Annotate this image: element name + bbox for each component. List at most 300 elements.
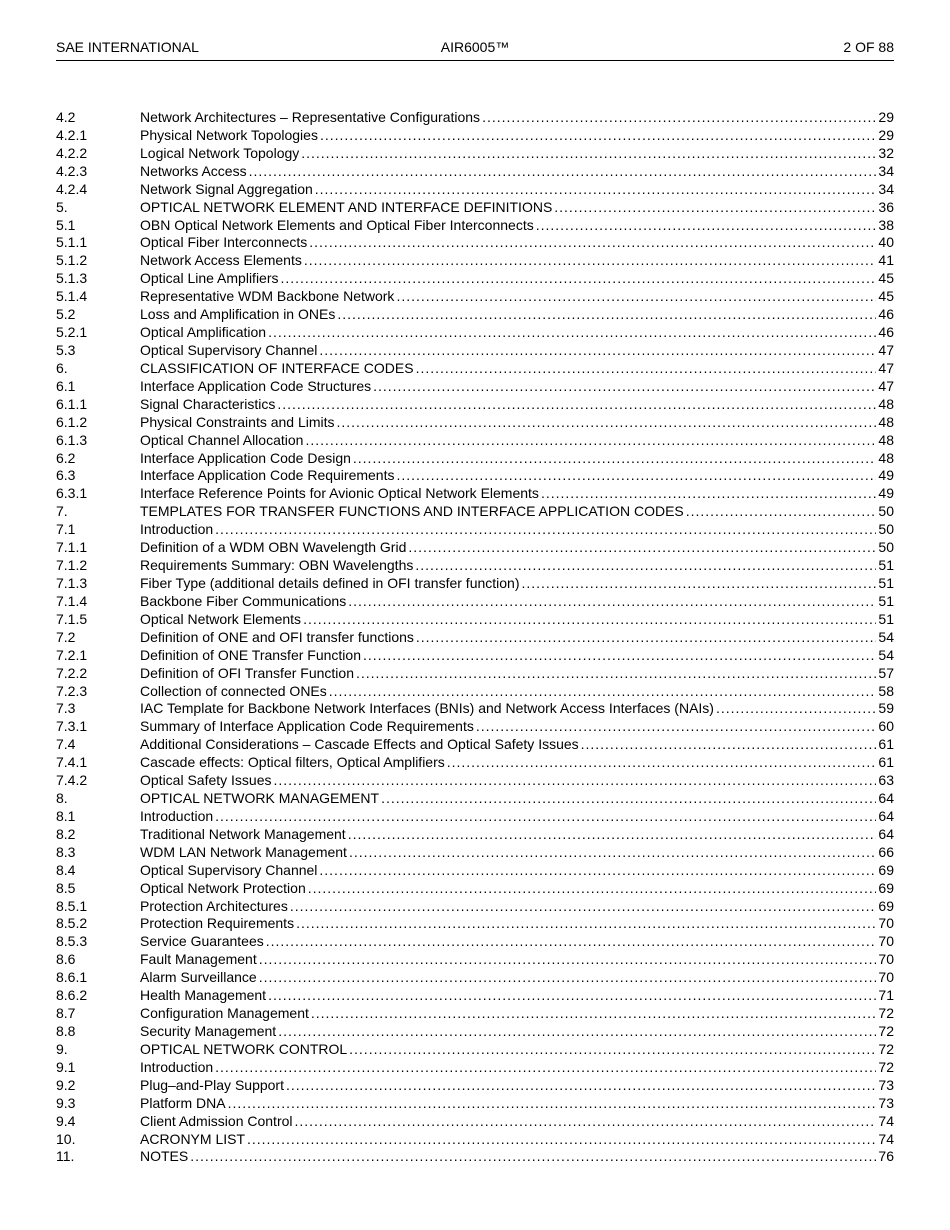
toc-section-number: 7.1.3 [56,574,88,591]
toc-page-number: 59 [878,700,894,717]
toc-entry[interactable] [56,915,894,933]
toc-section-title: TEMPLATES FOR TRANSFER FUNCTIONS AND INTERFACE APPLICATION CODES [140,503,684,520]
toc-dot-leader [319,862,876,880]
toc-dot-leader [249,163,877,181]
toc-section-number: 7.2.3 [56,682,88,699]
toc-section-title: Cascade effects: Optical filters, Optical Amplifiers [140,754,445,771]
toc-page-number: 47 [878,359,894,376]
toc-section-title: Introduction [140,1058,214,1075]
toc-section-title: Representative WDM Backbone Network [140,288,395,305]
toc-section-number: 7.4 [56,736,76,753]
toc-dot-leader [476,718,877,736]
toc-dot-leader [320,127,876,145]
table-of-contents [56,109,894,1166]
toc-section-number: 8.6 [56,951,76,968]
toc-entry[interactable] [56,109,894,127]
toc-section-title: Optical Supervisory Channel [140,861,318,878]
toc-entry[interactable] [56,718,894,736]
toc-entry[interactable] [56,736,894,754]
toc-page-number: 40 [878,234,894,251]
toc-section-number: 8.2 [56,825,76,842]
toc-section-title: Optical Channel Allocation [140,431,304,448]
toc-section-number: 4.2.1 [56,126,88,143]
toc-dot-leader [356,665,876,683]
toc-entry[interactable] [56,467,894,485]
toc-section-title: ACRONYM LIST [140,1130,246,1147]
toc-section-title: OPTICAL NETWORK ELEMENT AND INTERFACE DEFINITIONS [140,198,553,215]
toc-entry[interactable] [56,1077,894,1095]
toc-section-title: Optical Fiber Interconnects [140,234,308,251]
toc-section-title: Plug–and-Play Support [140,1076,284,1093]
toc-dot-leader [190,1148,876,1166]
toc-entry[interactable] [56,270,894,288]
toc-section-title: WDM LAN Network Management [140,843,347,860]
toc-dot-leader [396,288,876,306]
toc-dot-leader [416,629,877,647]
toc-dot-leader [295,1113,877,1131]
toc-dot-leader [319,342,876,360]
toc-section-title: Backbone Fiber Communications [140,592,347,609]
toc-entry[interactable] [56,951,894,969]
toc-dot-leader [266,933,877,951]
toc-dot-leader [408,539,876,557]
toc-section-title: Definition of OFI Transfer Function [140,664,354,681]
toc-section-number: 8.6.2 [56,987,88,1004]
toc-dot-leader [268,987,876,1005]
toc-entry[interactable] [56,288,894,306]
toc-dot-leader [286,1077,876,1095]
toc-page-number: 70 [878,933,894,950]
toc-entry[interactable] [56,826,894,844]
toc-page-number: 69 [878,861,894,878]
toc-section-title: Networks Access [140,162,247,179]
toc-section-title: Physical Network Topologies [140,126,318,143]
toc-dot-leader [215,1059,876,1077]
toc-entry[interactable] [56,217,894,235]
toc-page-number: 34 [878,180,894,197]
toc-page-number: 64 [878,807,894,824]
toc-section-title: Definition of ONE Transfer Function [140,646,361,663]
toc-entry[interactable] [56,163,894,181]
toc-page-number: 61 [878,736,894,753]
toc-section-number: 7.1.5 [56,610,88,627]
toc-dot-leader [215,521,876,539]
toc-dot-leader [381,790,876,808]
toc-entry[interactable] [56,683,894,701]
toc-entry[interactable] [56,933,894,951]
header-document-id: AIR6005™ [440,39,510,55]
toc-section-title: Interface Application Code Structures [140,377,372,394]
toc-entry[interactable] [56,234,894,252]
toc-dot-leader [303,611,876,629]
toc-dot-leader [281,270,877,288]
toc-page-number: 29 [878,126,894,143]
toc-entry[interactable] [56,557,894,575]
toc-dot-leader [329,683,877,701]
toc-page-number: 61 [878,754,894,771]
toc-page-number: 71 [878,987,894,1004]
toc-entry[interactable] [56,145,894,163]
toc-entry[interactable] [56,629,894,647]
toc-page-number: 57 [878,664,894,681]
toc-dot-leader [686,503,877,521]
toc-section-number: 7.1.2 [56,557,88,574]
toc-entry[interactable] [56,754,894,772]
toc-section-title: Signal Characteristics [140,395,276,412]
toc-section-number: 8.1 [56,807,76,824]
toc-section-title: Network Access Elements [140,252,302,269]
toc-section-number: 11. [56,1148,75,1165]
toc-entry[interactable] [56,1113,894,1131]
toc-section-title: Protection Requirements [140,915,295,932]
toc-section-title: Optical Network Elements [140,610,302,627]
toc-section-number: 5.1.3 [56,270,88,287]
toc-entry[interactable] [56,181,894,199]
toc-section-title: Alarm Surveillance [140,969,257,986]
toc-section-number: 9.3 [56,1094,76,1111]
toc-entry[interactable] [56,199,894,217]
toc-dot-leader [268,324,876,342]
toc-section-title: Physical Constraints and Limits [140,413,335,430]
toc-section-number: 5.1.2 [56,252,88,269]
toc-section-number: 7.3.1 [56,718,88,735]
toc-section-number: 6. [56,359,68,376]
toc-dot-leader [716,700,876,718]
toc-section-number: 5.1.4 [56,288,88,305]
toc-page-number: 60 [878,718,894,735]
toc-entry[interactable] [56,324,894,342]
toc-section-title: Client Admission Control [140,1112,293,1129]
toc-page-number: 34 [878,162,894,179]
toc-section-number: 9.2 [56,1076,76,1093]
toc-section-number: 8.7 [56,1005,76,1022]
toc-entry[interactable] [56,378,894,396]
toc-page-number: 46 [878,324,894,341]
toc-page-number: 72 [878,1040,894,1057]
toc-dot-leader [305,432,876,450]
toc-dot-leader [315,181,877,199]
toc-section-number: 5.1.1 [56,234,88,251]
toc-page-number: 73 [878,1076,894,1093]
toc-page-number: 72 [878,1005,894,1022]
toc-page-number: 69 [878,879,894,896]
toc-dot-leader [349,844,876,862]
toc-dot-leader [348,593,876,611]
toc-entry[interactable] [56,790,894,808]
toc-page-number: 58 [878,682,894,699]
toc-section-number: 7.4.2 [56,772,88,789]
toc-section-number: 9.1 [56,1058,76,1075]
toc-entry[interactable] [56,880,894,898]
toc-dot-leader [482,109,876,127]
toc-entry[interactable] [56,1059,894,1077]
toc-page-number: 63 [878,772,894,789]
toc-dot-leader [447,754,877,772]
toc-section-title: CLASSIFICATION OF INTERFACE CODES [140,359,414,376]
toc-section-number: 7.4.1 [56,754,88,771]
toc-section-number: 8.5.3 [56,933,88,950]
toc-entry[interactable] [56,342,894,360]
toc-entry[interactable] [56,611,894,629]
toc-entry[interactable] [56,306,894,324]
toc-dot-leader [277,396,876,414]
toc-section-title: Optical Line Amplifiers [140,270,279,287]
toc-entry[interactable] [56,808,894,826]
toc-section-number: 7.1.4 [56,592,88,609]
toc-section-title: Fault Management [140,951,257,968]
toc-section-number: 8.4 [56,861,76,878]
toc-section-number: 8.8 [56,1023,76,1040]
toc-section-title: Network Architectures – Representative Configurations [140,109,481,125]
toc-section-number: 4.2.4 [56,180,88,197]
toc-entry[interactable] [56,450,894,468]
toc-dot-leader [259,951,877,969]
toc-section-title: Definition of a WDM OBN Wavelength Grid [140,539,407,556]
toc-section-number: 8.5 [56,879,76,896]
toc-dot-leader [349,1041,876,1059]
toc-dot-leader [228,1095,877,1113]
toc-section-title: OPTICAL NETWORK CONTROL [140,1040,348,1057]
toc-section-title: Definition of ONE and OFI transfer functions [140,628,414,645]
toc-section-number: 8. [56,790,68,807]
toc-section-title: Optical Safety Issues [140,772,272,789]
toc-page-number: 41 [878,252,894,269]
toc-dot-leader [296,915,876,933]
toc-section-number: 9.4 [56,1112,76,1129]
toc-section-title: OPTICAL NETWORK MANAGEMENT [140,790,380,807]
toc-dot-leader [247,1131,876,1149]
toc-entry[interactable] [56,252,894,270]
toc-section-title: Optical Amplification [140,324,267,341]
toc-page-number: 70 [878,915,894,932]
toc-page-number: 48 [878,431,894,448]
toc-page-number: 72 [878,1058,894,1075]
toc-page-number: 64 [878,790,894,807]
toc-page-number: 45 [878,288,894,305]
toc-section-number: 8.3 [56,843,76,860]
toc-entry[interactable] [56,396,894,414]
toc-section-title: Platform DNA [140,1094,226,1111]
toc-page-number: 51 [878,574,894,591]
toc-entry[interactable] [56,700,894,718]
toc-page-number: 54 [878,646,894,663]
toc-section-number: 6.3 [56,467,76,484]
toc-dot-leader [415,557,876,575]
toc-dot-leader [373,378,876,396]
toc-page-number: 74 [878,1112,894,1129]
toc-dot-leader [554,199,876,217]
toc-entry[interactable] [56,647,894,665]
toc-section-number: 4.2.3 [56,162,88,179]
toc-entry[interactable] [56,844,894,862]
toc-section-title: Network Signal Aggregation [140,180,313,197]
toc-entry[interactable] [56,1023,894,1041]
toc-entry[interactable] [56,1095,894,1113]
toc-section-title: Configuration Management [140,1005,309,1022]
toc-dot-leader [541,485,876,503]
toc-page-number: 49 [878,467,894,484]
toc-section-title: NOTES [140,1148,189,1165]
toc-page-number: 29 [878,109,894,125]
toc-entry[interactable] [56,987,894,1005]
toc-page-number: 47 [878,377,894,394]
toc-page-number: 76 [878,1148,894,1165]
toc-dot-leader [215,808,876,826]
toc-section-title: Traditional Network Management [140,825,346,842]
toc-page-number: 48 [878,413,894,430]
toc-entry[interactable] [56,1005,894,1023]
toc-section-number: 5. [56,198,68,215]
header-organization: SAE INTERNATIONAL [56,39,199,55]
toc-page-number: 70 [878,969,894,986]
toc-page-number: 72 [878,1023,894,1040]
toc-entry[interactable] [56,521,894,539]
toc-page-number: 66 [878,843,894,860]
toc-dot-leader [308,880,877,898]
toc-dot-leader [290,898,877,916]
toc-entry[interactable] [56,503,894,521]
toc-dot-leader [581,736,877,754]
toc-page-number: 51 [878,592,894,609]
toc-section-title: Interface Reference Points for Avionic Optical Network Elements [140,485,539,502]
toc-section-title: Interface Application Code Requirements [140,467,395,484]
page-header [56,38,894,61]
toc-page-number: 70 [878,951,894,968]
toc-entry[interactable] [56,1148,894,1166]
toc-section-number: 9. [56,1040,68,1057]
toc-section-number: 6.3.1 [56,485,88,502]
toc-page-number: 74 [878,1130,894,1147]
toc-section-number: 8.6.1 [56,969,88,986]
toc-dot-leader [522,575,877,593]
toc-section-number: 5.3 [56,341,76,358]
toc-section-number: 7.1 [56,521,76,538]
toc-dot-leader [353,450,877,468]
toc-section-title: Requirements Summary: OBN Wavelengths [140,557,414,574]
toc-section-number: 6.1.2 [56,413,88,430]
toc-section-number: 7.2.1 [56,646,88,663]
toc-dot-leader [396,467,876,485]
toc-page-number: 50 [878,503,894,520]
toc-section-title: Health Management [140,987,267,1004]
toc-page-number: 50 [878,539,894,556]
toc-page-number: 48 [878,395,894,412]
toc-page-number: 50 [878,521,894,538]
toc-page-number: 48 [878,449,894,466]
toc-entry[interactable] [56,898,894,916]
toc-dot-leader [309,234,876,252]
toc-section-number: 5.2.1 [56,324,88,341]
toc-entry[interactable] [56,432,894,450]
header-page-number: 2 OF 88 [843,39,894,55]
toc-section-title: Loss and Amplification in ONEs [140,306,336,323]
toc-section-number: 7.2.2 [56,664,88,681]
toc-page-number: 32 [878,144,894,161]
toc-section-number: 7. [56,503,68,520]
toc-section-number: 6.1.1 [56,395,88,412]
toc-page-number: 46 [878,306,894,323]
toc-section-number: 6.1 [56,377,76,394]
toc-dot-leader [274,772,877,790]
toc-section-title: Summary of Interface Application Code Requirements [140,718,474,735]
toc-section-title: Logical Network Topology [140,144,300,161]
toc-page-number: 54 [878,628,894,645]
toc-section-title: Introduction [140,807,214,824]
toc-entry[interactable] [56,969,894,987]
toc-section-title: OBN Optical Network Elements and Optical Fiber Interconnects [140,216,534,233]
toc-section-number: 4.2 [56,109,76,125]
toc-dot-leader [348,826,877,844]
toc-section-number: 8.5.1 [56,897,88,914]
toc-entry[interactable] [56,862,894,880]
toc-section-number: 10. [56,1130,76,1147]
toc-section-title: Protection Architectures [140,897,288,914]
toc-entry[interactable] [56,414,894,432]
toc-section-number: 7.1.1 [56,539,88,556]
toc-section-number: 6.1.3 [56,431,88,448]
toc-section-number: 6.2 [56,449,76,466]
toc-section-title: IAC Template for Backbone Network Interfaces (BNIs) and Network Access Interfaces (NAIs) [140,700,714,717]
toc-page-number: 47 [878,341,894,358]
toc-section-title: Service Guarantees [140,933,264,950]
toc-page-number: 45 [878,270,894,287]
toc-dot-leader [301,145,876,163]
toc-dot-leader [304,252,877,270]
toc-page-number: 36 [878,198,894,215]
toc-entry[interactable] [56,772,894,790]
toc-section-title: Additional Considerations – Cascade Effects and Optical Safety Issues [140,736,579,753]
toc-section-number: 8.5.2 [56,915,88,932]
toc-dot-leader [311,1005,877,1023]
toc-page-number: 73 [878,1094,894,1111]
toc-entry[interactable] [56,539,894,557]
toc-entry[interactable] [56,575,894,593]
toc-entry[interactable] [56,485,894,503]
toc-dot-leader [536,217,877,235]
toc-entry[interactable] [56,1131,894,1149]
toc-page-number: 64 [878,825,894,842]
toc-page-number: 49 [878,485,894,502]
toc-section-title: Interface Application Code Design [140,449,351,466]
toc-entry[interactable] [56,665,894,683]
toc-entry[interactable] [56,360,894,378]
toc-section-number: 7.3 [56,700,76,717]
toc-section-title: Optical Network Protection [140,879,306,896]
toc-section-title: Introduction [140,521,214,538]
toc-section-title: Security Management [140,1023,277,1040]
toc-dot-leader [278,1023,876,1041]
toc-section-number: 5.1 [56,216,76,233]
toc-section-number: 7.2 [56,628,76,645]
toc-page-number: 51 [878,610,894,627]
toc-entry[interactable] [56,1041,894,1059]
toc-page-number: 69 [878,897,894,914]
toc-section-title: Optical Supervisory Channel [140,341,318,358]
toc-dot-leader [416,360,877,378]
toc-dot-leader [363,647,876,665]
toc-section-title: Collection of connected ONEs [140,682,327,699]
toc-dot-leader [337,414,877,432]
toc-section-title: Fiber Type (additional details defined in OFI transfer function) [140,574,520,591]
toc-dot-leader [259,969,877,987]
toc-section-number: 4.2.2 [56,144,88,161]
toc-section-number: 5.2 [56,306,76,323]
toc-entry[interactable] [56,127,894,145]
toc-entry[interactable] [56,593,894,611]
toc-page-number: 38 [878,216,894,233]
toc-page-number: 51 [878,557,894,574]
toc-dot-leader [337,306,876,324]
